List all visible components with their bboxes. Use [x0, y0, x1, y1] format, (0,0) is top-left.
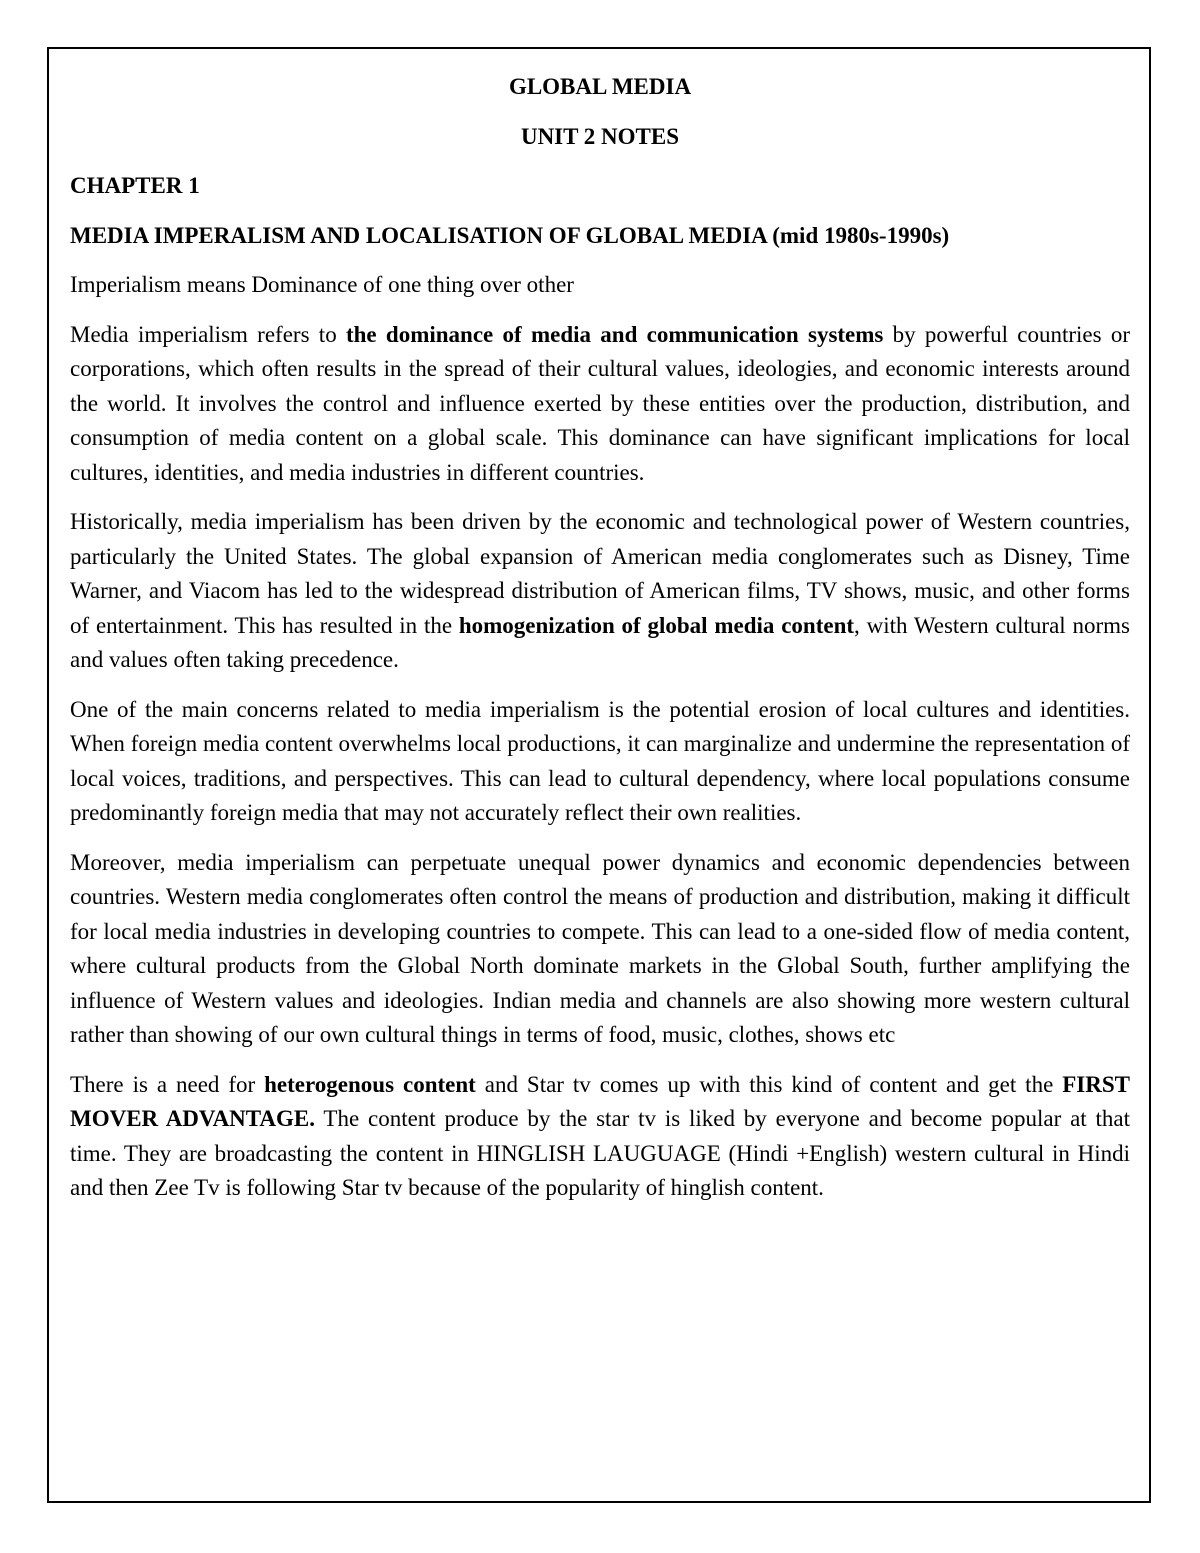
paragraph-1 [70, 318, 1130, 491]
paragraph-2-bold: homogenization of global media content [458, 612, 855, 638]
document-title: GLOBAL MEDIA [508, 74, 692, 99]
paragraph-5 [70, 1068, 1130, 1206]
document-body [70, 70, 1130, 1221]
paragraph-2 [70, 505, 1130, 678]
paragraph-5-bold-2: FIRST MOVER ADVANTAGE. [70, 1071, 1130, 1131]
chapter-title: MEDIA IMPERALISM AND LOCALISATION OF GLOBAL MEDIA (mid 1980s-1990s) [70, 222, 950, 248]
paragraph-1-text-a: Media imperialism refers to [70, 321, 346, 347]
paragraph-4: Moreover, media imperialism can perpetuate unequal power dynamics and economic dependencies between countries. Western media conglomerates often control the means of production and distribution, making it difficult for local media industries in developing countries to compete. This can lead to a one-sided flow of media content, where cultural products from the Global North dominate markets in the Global South, further amplifying the influence of Western values and ideologies. Indian media and channels are also showing more western cultural rather than showing of our own cultural things in terms of food, music, clothes, shows etc [70, 849, 1130, 1047]
paragraph-5-text-a: There is a need for [70, 1071, 265, 1097]
paragraph-2-text-c: , with Western cultural norms and values often taking precedence. [70, 612, 1130, 672]
paragraph-5-bold-1: heterogenous content [264, 1071, 476, 1097]
paragraph-5-text-e: The content produce by the star tv is liked by everyone and become popular at that time. They are broadcasting the content in HINGLISH LAUGUAGE (Hindi +English) western cultural in Hindi and then Zee Tv is following Star tv because of the popularity of hinglish content. [70, 1106, 1130, 1200]
paragraph-1-text-c: by powerful countries or corporations, which often results in the spread of their cultural values, ideologies, and economic interests around the world. It involves the control and influence exerted by these entities over the production, distribution, and consumption of media content on a global scale. This dominance can have significant implications for local cultures, identities, and media industries in different countries. [70, 321, 1130, 485]
paragraph-1-bold: the dominance of media and communication systems [345, 321, 884, 347]
chapter-number: CHAPTER 1 [70, 173, 200, 198]
paragraph-5-text-c: and Star tv comes up with this kind of content and get the [475, 1071, 1063, 1097]
paragraph-2-text-a: Historically, media imperialism has been driven by the economic and technological power of Western countries, particularly the United States. The global expansion of American media conglomerates such as Disney, Time Warner, and Viacom has led to the widespread distribution of American films, TV shows, music, and other forms of entertainment. This has resulted in the [70, 509, 1130, 638]
paragraph-3: One of the main concerns related to media imperialism is the potential erosion of local cultures and identities. When foreign media content overwhelms local productions, it can marginalize and undermine the representation of local voices, traditions, and perspectives. This can lead to cultural dependency, where local populations consume predominantly foreign media that may not accurately reflect their own realities. [70, 696, 1130, 825]
document-subtitle: UNIT 2 NOTES [520, 123, 680, 149]
definition-paragraph: Imperialism means Dominance of one thing over other [70, 272, 574, 297]
